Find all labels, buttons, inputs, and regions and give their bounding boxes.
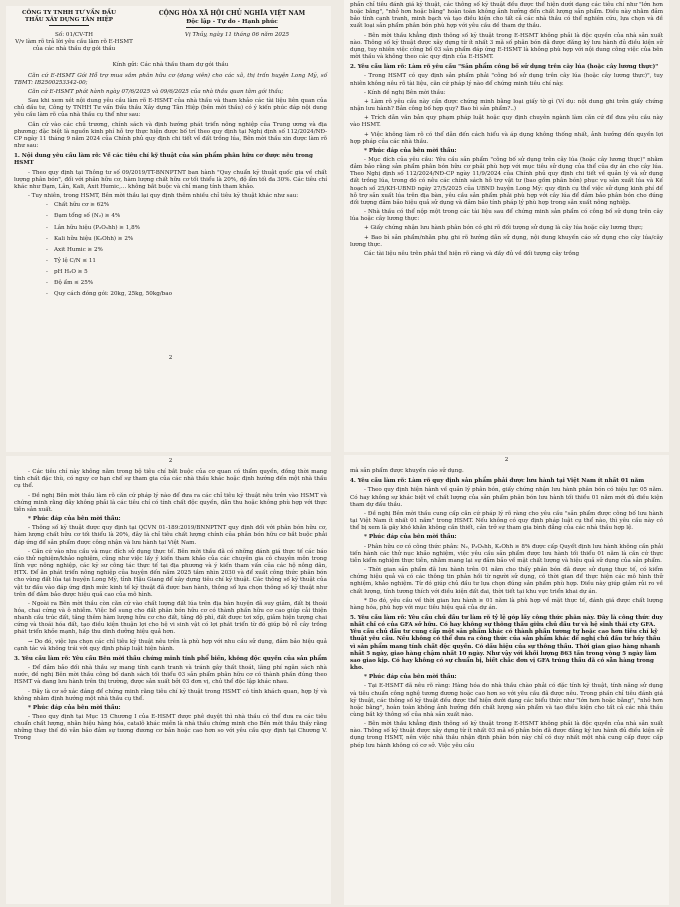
paragraph: + Trích dẫn văn bản quy phạm pháp luật hoặc quy định chuyên ngành làm căn cứ để đưa yêu cầu này vào HSMT.: [350, 115, 663, 129]
section-heading: 3. Yêu cầu làm rõ: Yêu cầu Bên mời thầu chứng minh tính phổ biến, không độc quyền của sản phẩm: [14, 655, 328, 662]
paragraph: - Tại E-HSMT đã nêu rõ ràng: Hàng hóa do nhà thầu chào phải có đặc tính kỹ thuật, tính năng sử dụng và tiêu chuẩn công nghệ tương đương hoặc cao hơn so với yêu cầu đã được nêu. Trong phần chỉ tiêu đánh giá kỹ thuật, các thông số kỹ thuật đều được thể hiện dưới dạng các biểu thức như "lớn hơn hoặc bằng", "nhỏ hơn hoặc bằng", hoàn toàn không ảnh hưởng đến chất lượng sản phẩm và tạo điều kiện cho tất cả các nhà thầu cùng bắt kỳ thông số của nhà sản xuất nào.: [350, 683, 663, 718]
national-title: [137, 10, 327, 28]
document-page-2: [344, 0, 669, 452]
paragraph: - Căn cứ vào nhu cầu và mục đích sử dụng thực tế. Bên mời thầu đã có những đánh giá thực tế các báo cáo thử nghiệm/khảo nghiệm, cũng như việc lấy ý kiến tham khảo của các chuyên gia có chuyên môn trong lĩnh vực nông nghiệp, các kỹ sư công tác thực tế tại địa phương và ý kiến tham vấn của các hộ nông dân, HTX. Để ăn phát triển nông nghiệp của huyện đến năm 2025 tầm nhìn 2030 và để xuất công thức phân bón cho vùng đất lúa tại huyện Long Mỹ, tỉnh Hậu Giang để xây dựng tiêu chí kỹ thuật. Các thông số kỹ thuật của vật tư đầu vào đáp ứng định mức kinh tế kỹ thuật đã được ban hành, thông số lựa chọn thông số kỹ thuật như trên để đảm bảo được hiệu quả cao của mô hình.: [14, 548, 327, 598]
reply-heading: * Phúc đáp của bên mời thầu:: [364, 534, 457, 541]
page-number: 2: [168, 458, 173, 464]
paragraph: Căn cứ vào các chủ trương, chính sách và định hướng phát triển nông nghiệp của Trung ương và địa phương; đặc biệt là nguồn kinh phí hỗ trợ thực hiện được bố trí theo quy định tại Nghị định số 112/2024/NĐ-CP ngày 11 tháng 9 năm 2024 của Chính phủ quy định chi tiết về đất trồng lúa, Bên mời thầu xin được làm rõ như sau:: [14, 121, 327, 150]
paragraph: - Kính đề nghị Bên mời thầu:: [364, 89, 446, 96]
company-name: CÔNG TY TNHH TƯ VẤN ĐẦU THẦU XÂY DỰNG TÂN HIỆP: [22, 10, 116, 24]
paragraph: - Nhà thầu có thể nộp một trong các tài liệu sau để chứng minh sản phẩm có công bố sử dụng trên cây lúa hoặc cây lương thực:: [350, 209, 663, 223]
document-page-4: [344, 455, 669, 905]
paragraph: mà sản phẩm được khuyến cáo sử dụng.: [350, 468, 464, 475]
paragraph: + Làm rõ yêu cầu này cần được chứng minh bằng loại giấy tờ gì (Ví dụ: nội dung ghi trên giấy chứng nhận lưu hành? Bản công bố hợp quy? Bao bì sản phẩm?..): [350, 98, 663, 113]
reply-heading: * Phúc đáp của bên mời thầu:: [28, 516, 121, 523]
recipient: Kính gửi: Các nhà thầu tham dự gói thầu: [112, 61, 229, 68]
paragraph: - Ngoài ra Bên mời thầu còn căn cứ vào chất lượng đất lúa trên địa bàn huyện đã suy giảm, đất bị thoái hóa, chai cứng và ô nhiễm. Việc bổ sung cho đất phân bón hữu cơ có thành phần hữu cơ cao giúp cải thiện nhanh cấu trúc đất, tăng thêm hàm lượng hữu cơ cho đất, tăng độ phì, đất được tơi xốp, giảm hiện tượng chai cứng và thoái hóa đất, tạo điều kiện thuận lợi cho hệ vi sinh vật có lợi phát triển từ đó giúp bộ rễ cây trồng phát triển khỏe mạnh, hấp thu dinh dưỡng hiệu quả hơn.: [14, 600, 327, 636]
list-item: - Quy cách đóng gói: 20kg, 25kg, 50kg/bao: [54, 291, 327, 298]
doc-number: Số: 01/CV-TH: [54, 32, 94, 39]
legal-basis: Căn cứ E-HSMT phát hành ngày 07/6/2025 và 09/6/2025 của nhà thầu quan tâm gói thầu;: [28, 89, 284, 96]
paragraph: - Đề nghị Bên mời thầu làm rõ căn cứ pháp lý nào để đưa ra các chỉ tiêu kỹ thuật nêu trên vào HSMT và chứng minh rằng đây không phải là các tiêu chí có tính chất độc quyền, dẫn thu hoặc không phù hợp với thực tiễn sản xuất.: [14, 492, 327, 513]
reply-heading: * Phúc đáp của bên mời thầu:: [28, 704, 121, 711]
paragraph: - Phân hữu cơ có công thức phân: N₂, P₂O₅hh, K₂Ohh ≥ 8% được cấp Quyết định lưu hành không cần phải tiến hành các thử nục khảo nghiệm, việc yêu cầu sản phẩm được lưu hành tối thiểu 01 năm là căn cứ thực tiễn kiểm nghiệm thực tiễn, nhằm mang lại sự đảm bảo về mặt chất lượng và hiệu quả sử dụng của sản phẩm.: [350, 543, 663, 564]
legal-basis: Căn cứ E-HSMT Gói Hỗ trợ mua sắm phân hữu cơ (dạng viên) cho các xã, thị trấn huyện Long Mỹ, số TBMT: IB2500253342-00;: [14, 72, 327, 86]
list-item: - Lân hữu hiệu (P₂O₅hh) ≥ 1,8%: [54, 225, 327, 232]
paragraph: - Thời gian sản phẩm đã lưu hành trên 01 năm cho thấy phân bón đã được sử dụng thực tế, có kiểm chứng hiệu quả và có các thông tin phản hồi từ người sử dụng, có thời gian để thực hiện các mô hình thử nghiệm, khảo nghiệm. Từ đó giúp chủ đầu tư lựa chọn đúng sản phẩm phù hợp. Điều này giúp giảm rủi ro về chất lượng, tính tương thích với điều kiện đất đai, thời tiết tại khu vực triển khai dự án.: [350, 567, 663, 595]
doc-ref: [14, 32, 134, 53]
paragraph: Sau khi xem xét nội dung yêu cầu làm rõ E-HSMT của nhà thầu và tham khảo các tài liệu liên quan của chủ đầu tư, Công ty TNHH Tư vấn Đấu thầu Xây dựng Tân Hiệp (bên mời thầu) có ý kiến phúc đáp nội dung yêu cầu làm rõ của nhà thầu cụ thể như sau:: [14, 98, 327, 119]
list-item: - Chất hữu cơ ≥ 62%: [54, 202, 327, 209]
paragraph: - Trong HSMT có quy định sản phẩm phải "công bố sử dụng trên cây lúa (hoặc cây lương thực)", tuy nhiên không nêu rõ tài liệu, căn cứ pháp lý nào để chứng minh tiêu chí này.: [350, 73, 663, 87]
section-heading: 4. Yêu cầu làm rõ: Làm rõ quy định sản phẩm phải được lưu hành tại Việt Nam ít nhất 01 năm: [350, 478, 645, 485]
paragraph: + Bao bì sản phẩm/nhãn phụ ghi rõ hướng dẫn sử dụng, nội dung khuyến cáo sử dụng cho cây lúa/cây lương thực.: [350, 234, 663, 248]
list-item: - pH H₂O ≥ 5: [54, 269, 327, 276]
doc-subject: V/v làm rõ trả lời yêu cầu làm rõ E-HSMT của các nhà thầu dự gói thầu: [15, 39, 133, 53]
paragraph: + Giấy chứng nhận lưu hành phân bón có ghi rõ đối tượng sử dụng là cây lúa hoặc cây lương thực;: [364, 225, 643, 232]
place-date: Vị Thủy, ngày 11 tháng 06 năm 2025: [184, 32, 290, 39]
paragraph: → Do đó, việc lựa chọn các chỉ tiêu kỹ thuật nêu trên là phù hợp với nhu cầu sử dụng, đảm bảo hiệu quả cạnh tác và không trái với quy định pháp luật hiện hành.: [14, 638, 327, 652]
paragraph: phản chỉ tiêu đánh giá kỹ thuật, các thông số kỹ thuật đều được thể hiện dưới dạng các tiêu chí như "lớn hơn hoặc bằng", "nhỏ hơn hoặc bằng" hoàn toàn không ảnh hưởng đến chất lượng sản phẩm. Điều này nhằm đảm bảo tính cạnh tranh, minh bạch và tạo điều kiện cho tất cả các nhà thầu có thể nghiên cứu, lựa chọn và đề xuất loại sản phẩm phân bón phù hợp với yêu cầu đề tham dự thầu.: [350, 2, 663, 30]
divider: [49, 25, 89, 26]
national-motto: Độc lập - Tự do - Hạnh phúc: [186, 19, 278, 28]
list-item: - Kali hữu hiệu (K₂Ohh) ≥ 2%: [54, 236, 327, 243]
doc-meta: [14, 32, 327, 53]
section-heading: 1. Nội dung yêu cầu làm rõ: Về các tiêu chí kỹ thuật của sản phẩm phân hữu cơ được nêu trong HSMT: [14, 153, 313, 167]
paragraph: - Để đảm bảo đối nhà thầu sự mang tính cạnh tranh và tránh gây thất thoát, lãng phí ngân sách nhà nước, đề nghị Bên mời thầu công bố danh sách tối thiểu 03 sản phẩm phân hữu cơ có thành phần đúng theo HSMT và đang lưu hành trên thị trường, được sản xuất bởi 03 đơn vị, chủ thể độc lập khác nhau.: [14, 665, 327, 686]
paragraph: - Theo quy định tại Thông tư số 09/2019/TT-BNNPTNT ban hành "Quy chuẩn kỹ thuật quốc gia về chất lượng phân bón", đối với phân hữu cơ, hàm lượng chất hữu cơ tối thiểu là 20%, độ ẩm tối đa 30%. Các tiêu chí khác như Đạm, Lân, Kali, Axit Humic,... không bắt buộc và chỉ mang tính tham khảo.: [14, 169, 327, 190]
list-item: - Tỷ lệ C/N ≤ 11: [54, 258, 327, 265]
paragraph: - Bên mời thầu khẳng định thông số kỹ thuật trong E-HSMT không phải là độc quyền của nhà sản xuất nào. Thông số kỹ thuật được xây dựng từ ít nhất 03 mã số phân bón đã được đăng ký lưu hành đủ điều kiện sử dụng trong HSMT, nên việc nhà thầu nhận định phân bón này chỉ có duy nhất một nhà cung cấp được cấp phép lưu hành không có cơ sở. Việc yêu cầu: [350, 721, 663, 749]
reply-heading: * Phúc đáp của bên mời thầu:: [364, 147, 457, 154]
paragraph: - Thông số kỹ thuật được quy định tại QCVN 01-189:2019/BNNPTNT quy định đối với phân bón hữu cơ, hàm lượng chất hữu cơ tối thiểu là 20%, đây là chỉ tiêu chất lượng chính của phân bón hữu cơ bắt buộc phải đáp ứng để sản phẩm được công nhận và lưu hành tại Việt Nam.: [14, 525, 327, 546]
page-number: 2: [168, 354, 173, 361]
paragraph: Các tài liệu nêu trên phải thể hiện rõ ràng và đầy đủ về đối tượng cây trồng: [364, 250, 580, 257]
paragraph: - Bên mời thầu khẳng định thông số kỹ thuật trong E-HSMT không phải là độc quyền của nhà sản xuất nào. Thông số kỹ thuật được xây dựng từ ít nhất 3 mã số phân bón đã được đăng ký lưu hành đủ điều kiện sử dụng, tuy nhiên việc công bố 03 sản phẩm đáp ứng E-HSMT là không phù hợp với nội dung công việc của bên mời thầu và không theo các quy định của E-HSMT.: [350, 32, 663, 61]
paragraph: - Đề nghị Bên mời thầu cung cấp căn cứ pháp lý rõ ràng cho yêu cầu "sản phẩm được công bố lưu hành tại Việt Nam ít nhất 01 năm" trong HSMT. Nếu không có quy định pháp luật cụ thể nào, thì yêu cầu này có thể bị xem là gây khó khăn không cần thiết, cản trở sự tham gia bình đẳng của các nhà thầu hợp lệ.: [350, 510, 663, 532]
paragraph: - Theo quy định hiện hành về quản lý phân bón, giấy chứng nhận lưu hành phân bón có hiệu lực 05 năm. Có hay không sự khác biệt về chất lượng của sản phẩm phân bón lưu hành tối thiểu 01 năm mới đủ điều kiện tham dự đấu thầu.: [350, 487, 663, 508]
paragraph: + Việc không làm rõ có thể dẫn đến cách hiểu và áp dụng không thống nhất, ảnh hưởng đến quyền lợi hợp pháp của các nhà thầu.: [350, 131, 663, 145]
paragraph: - Theo quy định tại Mục 15 Chương I của E-HSMT được phê duyệt thì nhà thầu có thể đưa ra các tiêu chuẩn chất lượng, nhãn hiệu hàng hóa, catalô khác miễn là nhà thầu chứng minh cho Bên mời thầu thấy rằng những thay thế đó vẫn bảo đảm sự tương đương cơ bản hoặc cao hơn so với yêu cầu quy định tại Chương V. Trong: [14, 714, 327, 742]
section-heading: 5. Yêu cầu làm rõ: Yêu cầu chủ đầu tư làm rõ tỷ lệ góp lấy công thức phân này. Đây là công thức duy nhất chỉ có của GFA sở hữu. Có hay không sự thông thầu giữa chủ đầu tư và hệ sinh thái cty GFA. Yêu cầu chủ đầu tư cung cấp một sản phẩm khác có thành phần tương tự hoặc cao hơn tiêu chí kỹ thuật yêu cầu. Nếu không có thể đưa ra công thức của sản phẩm khác để nghị chủ đầu tư hủy thầu vì sản phẩm mang tính chất độc quyền. Có dấu hiệu của sự thông thầu. Thời gian giao hàng nhanh nhất 5 ngày, giao hàng chậm nhất 10 ngày. Như vậy với khối lượng 863 tấn trong vòng 5 ngày làm sao giao kịp. Có hay không có sự chuẩn bị, biết chắc đơn vị GFA trúng thầu đã có sẵn hàng trong kho.: [350, 614, 663, 672]
document-page-3: [6, 456, 331, 904]
paragraph: - Tuy nhiên, trong HSMT, Bên mời thầu lại quy định thêm nhiều chỉ tiêu kỹ thuật khác như sau:: [28, 193, 299, 200]
letterhead: [14, 10, 327, 28]
document-page-1: [6, 6, 331, 452]
list-item: - Axit Humic ≥ 2%: [54, 247, 327, 254]
republic-name: CỘNG HÒA XÃ HỘI CHỦ NGHĨA VIỆT NAM: [158, 10, 306, 17]
paragraph: - Mục đích của yêu cầu: Yêu cầu sản phẩm "công bố sử dụng trên cây lúa (hoặc cây lương thực)" nhằm đảm bảo rằng sản phẩm phân bón hữu cơ phải phù hợp với mục tiêu sử dụng của thể của dự án cho cây lúa. Theo Nghị định số 112/2024/NĐ-CP ngày 11/9/2024 của Chính phủ quy định chi tiết về quản lý và sử dụng đất trồng lúa, trong đó có nêu các chính sách hỗ trợ vật tư (bao gồm phân bón) phục vụ sản xuất lúa và Kế hoạch số 25/KH-UBND ngày 27/5/2025 của UBND huyện Long Mỹ: quy định cụ thể việc sử dụng kinh phí để hỗ trợ sản xuất lúa trên địa bàn, yêu cầu sản phẩm phải phù hợp với cây lúa để đảm bảo phân bón cho đúng đối tượng đảm bảo hiệu quả sử dụng và đảm bảo tính pháp lý phù hợp trong sản xuất nông nghiệp.: [350, 156, 663, 206]
list-item: - Độ ẩm ≤ 25%: [54, 280, 327, 287]
list-item: - Đạm tổng số (N₂) ≥ 4%: [54, 213, 327, 220]
criteria-list: [14, 202, 327, 298]
reply-heading: * Phúc đáp của bên mời thầu:: [364, 674, 457, 681]
page-number: 2: [504, 457, 509, 463]
paragraph: * Do đó, yêu cầu về thời gian lưu hành ≥ 01 năm là phù hợp về mặt thực tế, đánh giá được chất lượng hàng hóa, phù hợp với mục tiêu hiệu quả của dự án.: [350, 597, 663, 611]
paragraph: - Các tiêu chí này không nằm trong bộ tiêu chí bắt buộc của cơ quan có thẩm quyền, đồng thời mang tính chất đặc thù, có nguy cơ hạn chế sự tham gia của các nhà thầu khác hoặc định hướng đến một nhà thầu cụ thể.: [14, 469, 327, 490]
section-heading: 2. Yêu cầu làm rõ: Làm rõ yêu cầu "Sản phẩm công bố sử dụng trên cây lúa (hoặc cây lương thực)": [350, 64, 659, 71]
paragraph: - Đây là cơ sở xác đáng để chứng minh rằng tiêu chí kỹ thuật trong HSMT có tính khách quan, hợp lý và không nhằm định hướng một nhà thầu cụ thể.: [14, 688, 327, 702]
